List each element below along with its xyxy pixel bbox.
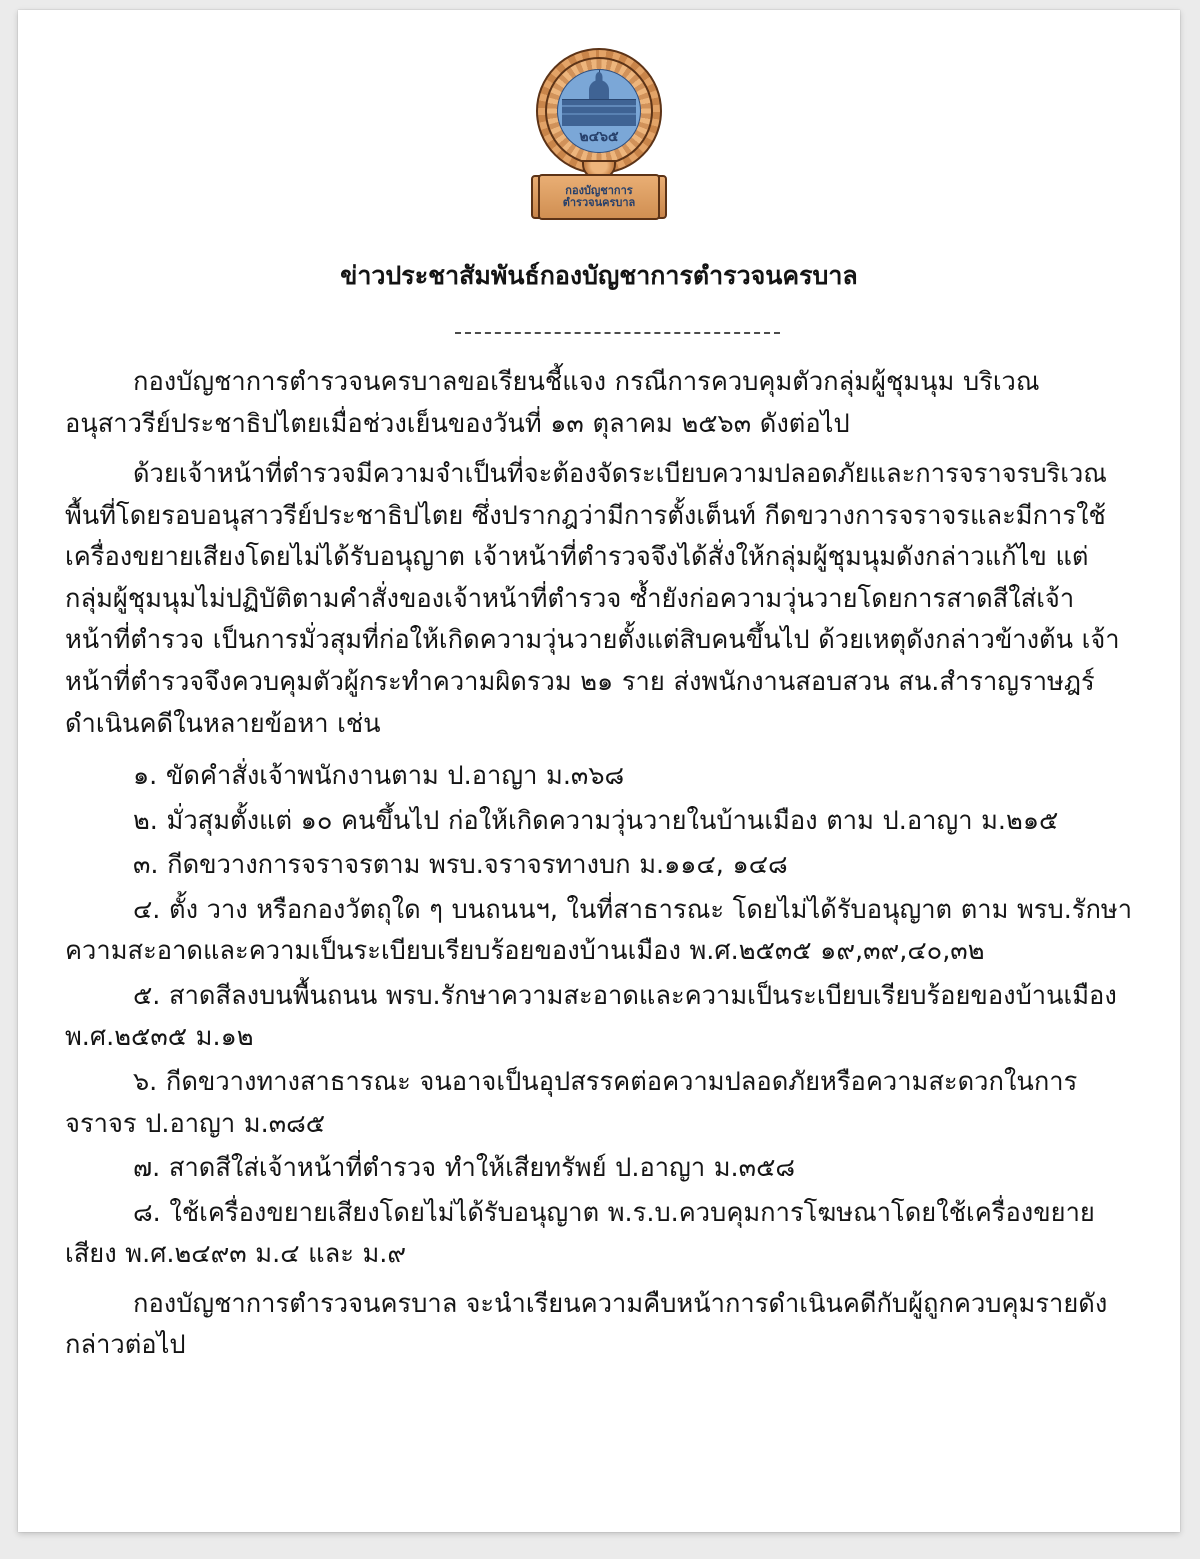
document-body [65,362,1133,1367]
document-page [18,10,1180,1532]
emblem-disc [557,69,641,153]
emblem-year: ๒๔๖๕ [579,129,619,145]
list-item: ๓. กีดขวางการจราจรตาม พรบ.จราจรทางบก ม.๑๑๔, ๑๔๘ [133,850,788,881]
intro-paragraph: กองบัญชาการตำรวจนครบาลขอเรียนชี้แจง กรณีการควบคุมตัวกลุ่มผู้ชุมนุม บริเวณอนุสาวรีย์ประชาธิปไตยเมื่อช่วงเย็นของวันที่ ๑๓ ตุลาคม ๒๕๖๓ ดังต่อไป [65,367,1040,439]
emblem-banner-line-2: ตำรวจนครบาล [562,196,636,209]
list-item: ๖. กีดขวางทางสาธารณะ จนอาจเป็นอุปสรรคต่อความปลอดภัยหรือความสะดวกในการจราจร ป.อาญา ม.๓๘๕ [65,1067,1078,1139]
closing-paragraph: กองบัญชาการตำรวจนครบาล จะนำเรียนความคืบหน้าการดำเนินคดีกับผู้ถูกควบคุมรายดังกล่าวต่อไป [65,1288,1108,1361]
page-title: ข่าวประชาสัมพันธ์กองบัญชาการตำรวจนครบาล [340,261,858,290]
body-paragraph: ด้วยเจ้าหน้าที่ตำรวจมีความจำเป็นที่จะต้องจัดระเบียบความปลอดภัยและการจราจรบริเวณพื้นที่โดยรอบอนุสาวรีย์ประชาธิปไตย ซึ่งปรากฎว่ามีการตั้งเต็นท์ กีดขวางการจราจรและมีการใช้เครื่องขยายเสียงโดยไม่ได้รับอนุญาต เจ้าหน้าที่ตำรวจจึงได้สั่งให้กลุ่มผู้ชุมนุมดังกล่าวแก้ไข แต่กลุ่มผู้ชุมนุมไม่ปฏิบัติตามคำสั่งของเจ้าหน้าที่ตำรวจ ซ้ำยังก่อความวุ่นวายโดยการสาดสีใส่เจ้าหน้าที่ตำรวจ เป็นการมั่วสุมที่ก่อให้เกิดความวุ่นวายตั้งแต่สิบคนขึ้นไป ด้วยเหตุดังกล่าวข้างต้น เจ้าหน้าที่ตำรวจจึงควบคุมตัวผู้กระทำความผิดรวม ๒๑ ราย ส่งพนักงานสอบสวน สน.สำราญราษฎร์ ดำเนินคดีในหลายข้อหา เช่น [65,459,1120,739]
list-item: ๔. ตั้ง วาง หรือกองวัตถุใด ๆ บนถนนฯ, ในที่สาธารณะ โดยไม่ได้รับอนุญาต ตาม พรบ.รักษาความสะอาดและความเป็นระเบียบเรียบร้อยของบ้านเมือง พ.ศ.๒๕๓๕ ๑๙,๓๙,๔๐,๓๒ [65,894,1133,967]
metropolitan-police-bureau-emblem [524,48,674,226]
emblem-banner-line-1: กองบัญชาการ [565,184,633,198]
list-item: ๗. สาดสีใส่เจ้าหน้าที่ตำรวจ ทำให้เสียทรัพย์ ป.อาญา ม.๓๕๘ [133,1153,796,1184]
emblem-banner [538,174,660,220]
list-item: ๕. สาดสีลงบนพื้นถนน พรบ.รักษาความสะอาดและความเป็นระเบียบเรียบร้อยของบ้านเมือง พ.ศ.๒๕๓๕ ม.๑๒ [65,980,1117,1053]
charges-list [65,756,1133,1276]
list-item: ๑. ขัดคำสั่งเจ้าพนักงานตาม ป.อาญา ม.๓๖๘ [133,761,625,792]
government-building-icon [562,99,636,126]
list-item: ๒. มั่วสุมตั้งแต่ ๑๐ คนขึ้นไป ก่อให้เกิดความวุ่นวายในบ้านเมือง ตาม ป.อาญา ม.๒๑๕ [133,805,1059,836]
emblem-container [18,48,1180,226]
list-item: ๘. ใช้เครื่องขยายเสียงโดยไม่ได้รับอนุญาต พ.ร.บ.ควบคุมการโฆษณาโดยใช้เครื่องขยายเสียง พ.ศ.๒๔๙๓ ม.๔ และ ม.๙ [65,1197,1095,1270]
divider [455,332,780,334]
